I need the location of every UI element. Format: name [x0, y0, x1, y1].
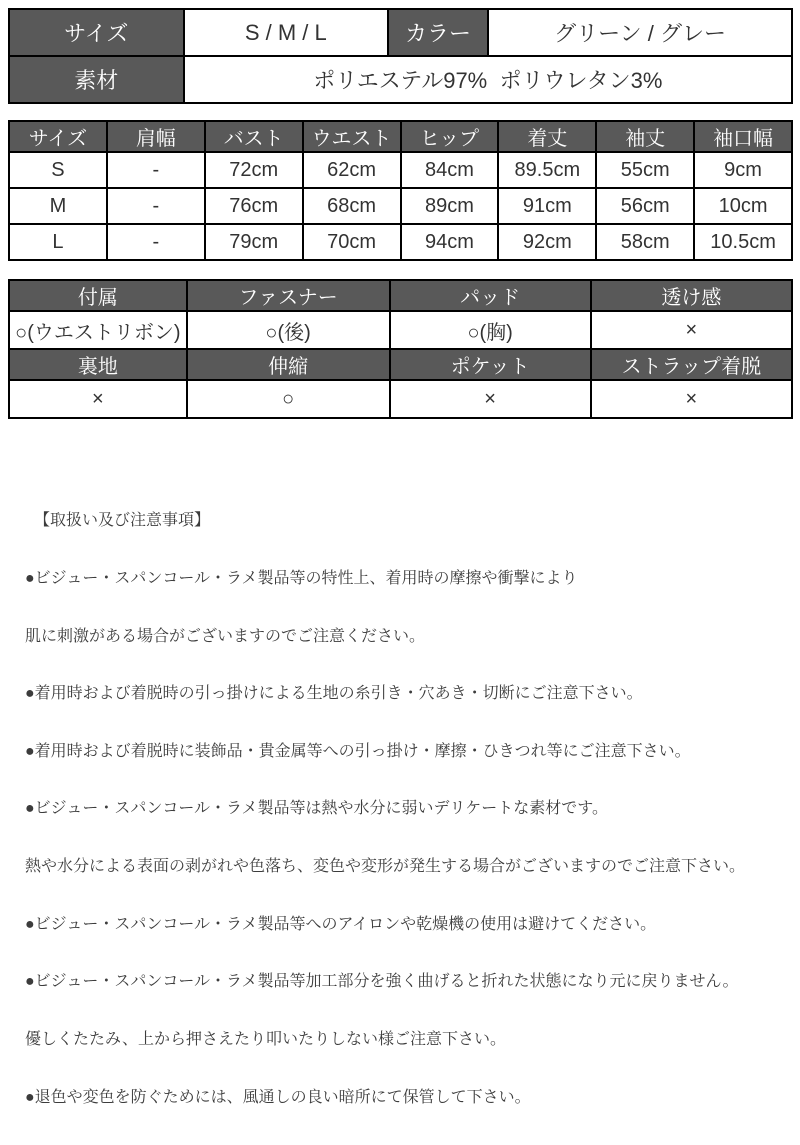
size-chart-cell: 76cm — [205, 188, 303, 224]
feature-header-cell: 裏地 — [9, 349, 187, 380]
care-note-line: 優しくたたみ、上から押さえたり叩いたりしない様ご注意下さい。 — [25, 1030, 506, 1048]
size-chart-cell: 9cm — [694, 152, 792, 188]
size-value-cell: S / M / L — [184, 9, 388, 56]
size-chart-cell: 89cm — [401, 188, 499, 224]
size-chart-cell: 72cm — [205, 152, 303, 188]
size-chart-header-cell: 袖丈 — [596, 121, 694, 152]
care-note-line: 肌に刺激がある場合がございますのでご注意ください。 — [25, 627, 426, 645]
size-chart-cell: 55cm — [596, 152, 694, 188]
size-chart-header-cell: 肩幅 — [107, 121, 205, 152]
features-value-row-1 — [9, 311, 792, 349]
feature-value-cell: × — [390, 380, 591, 418]
features-table — [8, 279, 793, 419]
overview-row-size-color — [9, 9, 792, 56]
spec-tables-section — [0, 0, 800, 419]
feature-value-cell: ○(後) — [187, 311, 390, 349]
size-chart-cell: 56cm — [596, 188, 694, 224]
color-label-cell: カラー — [388, 9, 488, 56]
size-chart-cell: 94cm — [401, 224, 499, 260]
feature-header-cell: 透け感 — [591, 280, 792, 311]
care-note-line: ●ビジュー・スパンコール・ラメ製品等加工部分を強く曲げると折れた状態になり元に戻りません。 — [25, 973, 739, 991]
product-overview-table — [8, 8, 793, 104]
size-chart-cell: 10cm — [694, 188, 792, 224]
size-chart-cell: 70cm — [303, 224, 401, 260]
size-chart-cell: L — [9, 224, 107, 260]
feature-value-cell: ○(ウエストリボン) — [9, 311, 187, 349]
feature-value-cell: ○(胸) — [390, 311, 591, 349]
size-chart-header-cell: バスト — [205, 121, 303, 152]
size-chart-cell: - — [107, 152, 205, 188]
features-value-row-2 — [9, 380, 792, 418]
size-chart-cell: 62cm — [303, 152, 401, 188]
size-chart-cell: 84cm — [401, 152, 499, 188]
material-value-cell: ポリエステル97% ポリウレタン3% — [184, 56, 792, 103]
size-chart-header-cell: サイズ — [9, 121, 107, 152]
size-chart-cell: 91cm — [498, 188, 596, 224]
size-chart-row-s — [9, 152, 792, 188]
care-note-line: ●着用時および着脱時に装飾品・貴金属等への引っ掛け・摩擦・ひきつれ等にご注意下さい。 — [25, 742, 691, 760]
feature-value-cell: × — [591, 380, 792, 418]
care-note-line: ●ビジュー・スパンコール・ラメ製品等へのアイロンや乾燥機の使用は避けてください。 — [25, 915, 657, 933]
color-value-cell: グリーン / グレー — [488, 9, 792, 56]
size-chart-header-cell: ヒップ — [401, 121, 499, 152]
feature-value-cell: × — [591, 311, 792, 349]
size-chart-header-cell: ウエスト — [303, 121, 401, 152]
feature-header-cell: ストラップ着脱 — [591, 349, 792, 380]
size-chart-row-m — [9, 188, 792, 224]
feature-value-cell: ○ — [187, 380, 390, 418]
feature-header-cell: 付属 — [9, 280, 187, 311]
care-notes-title: 【取扱い及び注意事項】 — [34, 512, 211, 530]
care-note-line: ●ビジュー・スパンコール・ラメ製品等は熱や水分に弱いデリケートな素材です。 — [25, 800, 608, 818]
size-chart-cell: - — [107, 188, 205, 224]
size-chart-table — [8, 120, 793, 261]
features-header-row-2 — [9, 349, 792, 380]
size-chart-cell: S — [9, 152, 107, 188]
size-chart-cell: 68cm — [303, 188, 401, 224]
size-chart-cell: 58cm — [596, 224, 694, 260]
feature-header-cell: ポケット — [390, 349, 591, 380]
size-chart-cell: 10.5cm — [694, 224, 792, 260]
feature-value-cell: × — [9, 380, 187, 418]
care-note-line: ●ビジュー・スパンコール・ラメ製品等の特性上、着用時の摩擦や衝撃により — [25, 570, 578, 588]
feature-header-cell: パッド — [390, 280, 591, 311]
size-chart-header-cell: 着丈 — [498, 121, 596, 152]
care-note-line: ●退色や変色を防ぐためには、風通しの良い暗所にて保管して下さい。 — [25, 1088, 531, 1106]
care-note-line: 熱や水分による表面の剥がれや色落ち、変色や変形が発生する場合がございますのでご注意下さい。 — [25, 858, 746, 876]
size-chart-cell: 92cm — [498, 224, 596, 260]
care-notes — [0, 473, 800, 1145]
size-chart-header-cell: 袖口幅 — [694, 121, 792, 152]
size-chart-header-row — [9, 121, 792, 152]
feature-header-cell: 伸縮 — [187, 349, 390, 380]
material-label-cell: 素材 — [9, 56, 184, 103]
feature-header-cell: ファスナー — [187, 280, 390, 311]
size-chart-cell: - — [107, 224, 205, 260]
care-note-line: ●着用時および着脱時の引っ掛けによる生地の糸引き・穴あき・切断にご注意下さい。 — [25, 685, 643, 703]
size-chart-cell: M — [9, 188, 107, 224]
overview-row-material — [9, 56, 792, 103]
size-chart-cell: 79cm — [205, 224, 303, 260]
size-chart-row-l — [9, 224, 792, 260]
features-header-row-1 — [9, 280, 792, 311]
size-chart-cell: 89.5cm — [498, 152, 596, 188]
size-label-cell: サイズ — [9, 9, 184, 56]
